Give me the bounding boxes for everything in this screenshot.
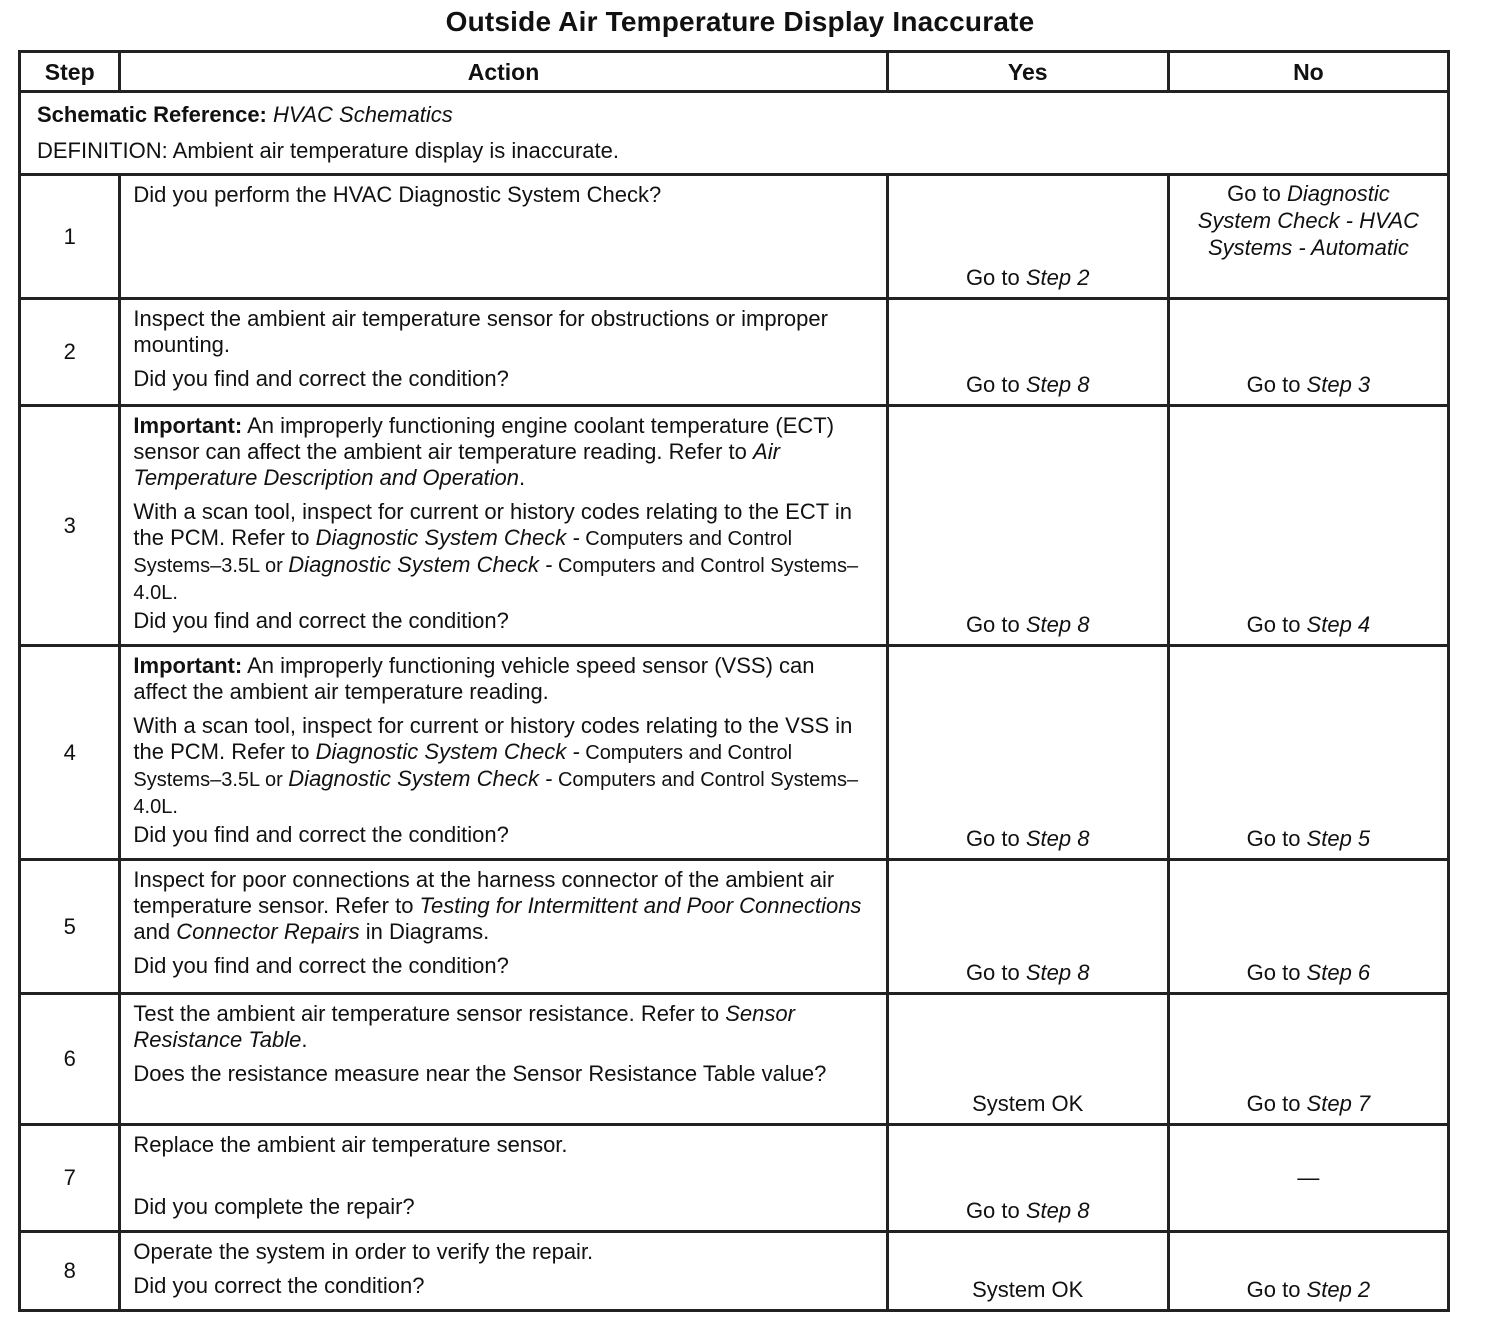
table-row [20,860,1449,994]
reference-link[interactable]: Air Temperature Description and Operation [133,439,780,490]
no-prefix: Go to [1246,372,1307,397]
action-text-part: in Diagrams. [359,919,490,944]
important-text: An improperly functioning vehicle speed sensor (VSS) can affect the ambient air temperature reading. [133,653,815,704]
no-cell [1168,175,1448,299]
step-action [120,299,887,406]
step-number: 5 [20,860,120,994]
important-label: Important: [133,653,243,678]
step-action [120,406,887,646]
table-row [20,175,1449,299]
reference-link[interactable]: Diagnostic System Check - [288,766,553,791]
no-prefix: Go to [1227,181,1287,206]
important-note [133,413,873,491]
yes-cell [887,1125,1168,1232]
no-cell [1168,646,1448,860]
step-number: 4 [20,646,120,860]
important-note [133,653,873,705]
no-cell [1168,406,1448,646]
step-number: 6 [20,994,120,1125]
no-result: — [1297,1165,1320,1190]
no-cell [1168,994,1448,1125]
action-text [133,499,873,606]
no-prefix: Go to [1246,612,1307,637]
page-title: Outside Air Temperature Display Inaccurate [445,6,1035,37]
action-text [133,713,873,820]
action-text: Replace the ambient air temperature sensor. [133,1132,568,1157]
action-question: Did you find and correct the condition? [133,822,509,847]
reference-link[interactable]: Diagnostic System Check - [315,525,580,550]
table-row [20,1125,1449,1232]
no-cell [1168,860,1448,994]
no-prefix: Go to [1246,1091,1307,1116]
action-text-part: Computers and Control Systems–3.5L or [133,742,793,791]
yes-cell [887,860,1168,994]
yes-result [889,265,1167,291]
action-text: Did you perform the HVAC Diagnostic System Check? [133,182,662,207]
yes-link[interactable]: Step 8 [1025,960,1090,985]
no-link[interactable]: Diagnostic System Check - HVAC Systems - Automatic [1197,181,1420,260]
reference-link[interactable]: Diagnostic System Check - [315,739,580,764]
table-row [20,1232,1449,1311]
yes-result [889,960,1167,986]
yes-cell [887,406,1168,646]
step-action [120,1125,887,1232]
no-link[interactable]: Step 3 [1306,372,1371,397]
yes-prefix: Go to [965,265,1026,290]
action-question: Did you find and correct the condition? [133,953,509,978]
table-row [20,646,1449,860]
reference-link[interactable]: Diagnostic System Check - [288,552,553,577]
yes-cell [887,646,1168,860]
yes-link[interactable]: Step 8 [1025,1198,1090,1223]
yes-prefix: Go to [965,612,1026,637]
yes-link[interactable]: Step 8 [1025,612,1090,637]
no-cell [1168,1232,1448,1311]
action-text-part: With a scan tool, inspect for current or history codes relating to the ECT in the PCM. Refer to [133,499,852,550]
no-link[interactable]: Step 4 [1306,612,1371,637]
action-text-part: Inspect for poor connections at the harness connector of the ambient air temperature sensor. Refer to [133,867,835,918]
no-result [1170,960,1447,986]
yes-cell [887,175,1168,299]
step-action [120,175,887,299]
yes-result [889,1198,1167,1224]
step-number: 2 [20,299,120,406]
action-text [133,1001,873,1053]
period: . [301,1027,308,1052]
step-number: 8 [20,1232,120,1311]
no-link[interactable]: Step 2 [1306,1277,1371,1302]
action-question: Did you complete the repair? [133,1194,415,1219]
action-text [133,867,873,945]
yes-result [889,826,1167,852]
no-prefix: Go to [1246,1277,1307,1302]
table-header-row [20,52,1449,92]
reference-link[interactable]: Testing for Intermittent and Poor Connections [419,893,862,918]
no-result [1170,1277,1447,1303]
period: . [519,465,526,490]
action-text: Operate the system in order to verify the repair. [133,1239,594,1264]
action-text-part: With a scan tool, inspect for current or history codes relating to the VSS in the PCM. Refer to [133,713,853,764]
action-text-part: Computers and Control Systems–4.0L. [133,555,859,604]
header-action: Action [120,52,887,92]
no-link[interactable]: Step 5 [1306,826,1371,851]
action-question: Did you find and correct the condition? [133,608,509,633]
no-result [1170,826,1447,852]
schematic-reference-link[interactable]: HVAC Schematics [273,102,453,127]
yes-result: System OK [972,1091,1084,1116]
yes-link[interactable]: Step 8 [1025,372,1090,397]
action-text-part: and [133,919,177,944]
yes-prefix: Go to [965,1198,1026,1223]
no-result [1170,612,1447,638]
diagnostic-table [18,50,1450,1312]
no-cell [1168,1125,1448,1232]
action-question: Does the resistance measure near the Sensor Resistance Table value? [133,1061,827,1086]
definition: DEFINITION: Ambient air temperature display is inaccurate. [37,138,619,163]
action-text-part: Computers and Control Systems–3.5L or [133,528,793,577]
no-cell [1168,299,1448,406]
no-link[interactable]: Step 7 [1306,1091,1371,1116]
table-row [20,299,1449,406]
yes-cell [887,994,1168,1125]
yes-prefix: Go to [965,960,1026,985]
yes-prefix: Go to [965,826,1026,851]
yes-link[interactable]: Step 2 [1025,265,1090,290]
no-link[interactable]: Step 6 [1306,960,1371,985]
step-action [120,994,887,1125]
header-yes: Yes [887,52,1168,92]
step-number: 3 [20,406,120,646]
no-result [1170,372,1447,398]
action-text-part: Computers and Control Systems–4.0L. [133,769,859,818]
step-number: 1 [20,175,120,299]
no-prefix: Go to [1246,960,1307,985]
schematic-reference-label: Schematic Reference: [37,102,267,127]
action-question: Did you find and correct the condition? [133,366,509,391]
table-row [20,994,1449,1125]
reference-link[interactable]: Connector Repairs [176,919,360,944]
important-text: An improperly functioning engine coolant temperature (ECT) sensor can affect the ambient air temperature reading. Refer to [133,413,835,464]
action-question: Did you correct the condition? [133,1273,425,1298]
step-action [120,646,887,860]
yes-cell [887,1232,1168,1311]
header-step: Step [20,52,120,92]
schematic-reference [37,97,1431,133]
important-label: Important: [133,413,243,438]
no-prefix: Go to [1246,826,1307,851]
reference-row [20,92,1449,175]
action-text-part: Test the ambient air temperature sensor resistance. Refer to [133,1001,726,1026]
yes-prefix: Go to [965,372,1026,397]
step-number: 7 [20,1125,120,1232]
yes-link[interactable]: Step 8 [1025,826,1090,851]
no-result [1170,176,1447,261]
no-result [1170,1091,1447,1117]
reference-cell [20,92,1449,175]
yes-result [889,612,1167,638]
step-action [120,1232,887,1311]
header-no: No [1168,52,1448,92]
yes-cell [887,299,1168,406]
action-text: Inspect the ambient air temperature sensor for obstructions or improper mounting. [133,306,828,357]
table-row [20,406,1449,646]
reference-link[interactable]: Sensor Resistance Table [133,1001,795,1052]
yes-result [889,372,1167,398]
step-action [120,860,887,994]
yes-result: System OK [972,1277,1084,1302]
